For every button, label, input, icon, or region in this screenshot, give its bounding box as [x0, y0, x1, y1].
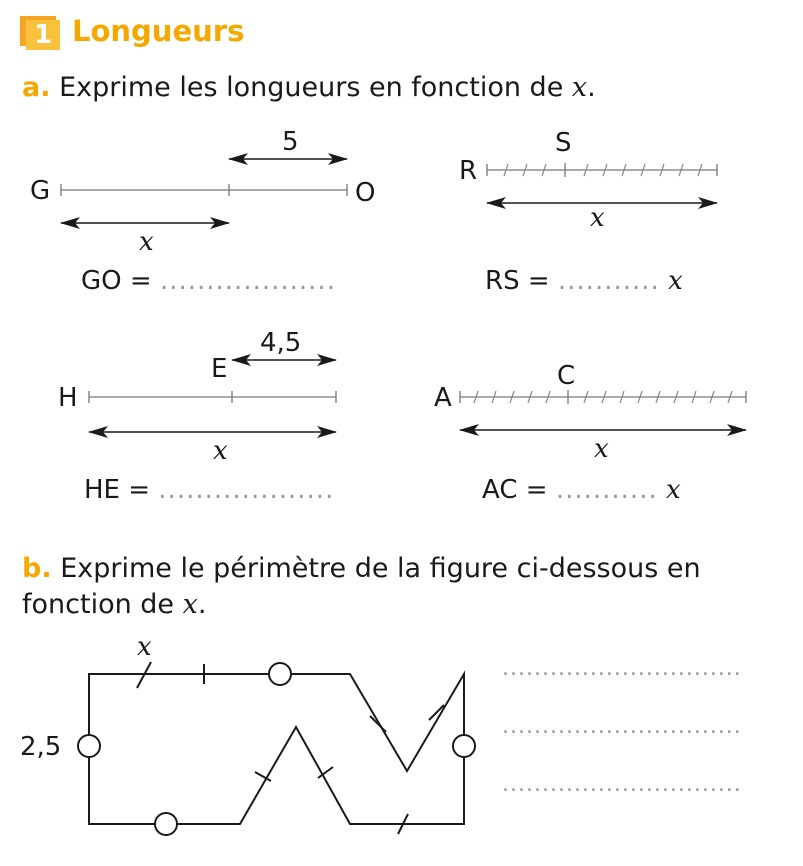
length-label-4-5: 4,5: [260, 328, 302, 358]
answer-blank-he[interactable]: ...................: [158, 475, 335, 505]
equation-he: [84, 475, 334, 505]
answer-blank-rs[interactable]: ...........: [557, 266, 660, 296]
equation-go-left: GO =: [81, 266, 152, 296]
exercise-title: Longueurs: [72, 14, 245, 48]
equation-he-left: HE =: [84, 475, 151, 505]
equation-rs: [485, 266, 683, 296]
part-b-var: x: [182, 589, 198, 620]
part-a-end: .: [587, 72, 596, 103]
point-label-g: G: [30, 176, 51, 206]
length-label-go-x: x: [139, 227, 154, 257]
point-label-s: S: [555, 128, 572, 158]
perimeter-figure: [89, 662, 464, 834]
segment-rs: [487, 163, 717, 177]
point-label-c: C: [557, 361, 576, 391]
length-label-he-x: x: [213, 436, 228, 466]
segment-go: [61, 184, 347, 196]
part-b-end: .: [197, 589, 207, 620]
figure-side-label-x: x: [137, 632, 152, 662]
answer-line-1[interactable]: ..............................: [502, 656, 742, 681]
answer-blank-go[interactable]: ...................: [159, 266, 336, 296]
length-label-5: 5: [282, 127, 299, 157]
point-label-r: R: [459, 156, 478, 186]
length-label-ac-x: x: [594, 434, 609, 464]
segment-he: [89, 391, 336, 403]
point-label-e: E: [211, 354, 228, 384]
part-b-label: b.: [22, 553, 52, 584]
part-b-instruction-line1: [22, 553, 701, 584]
figure-side-label-2-5: 2,5: [20, 732, 62, 762]
answer-blank-ac[interactable]: ...........: [555, 475, 658, 505]
part-b-instruction-line2: [22, 589, 206, 620]
equation-rs-var: x: [668, 266, 683, 296]
answer-line-3[interactable]: ..............................: [502, 772, 742, 797]
circle-marks: [78, 663, 475, 835]
equation-go: [81, 266, 336, 296]
equation-ac-var: x: [666, 475, 681, 505]
equation-rs-left: RS =: [485, 266, 550, 296]
point-label-o: O: [355, 178, 376, 208]
point-label-a: A: [434, 383, 452, 413]
part-a-text: Exprime les longueurs en fonction de: [59, 72, 572, 103]
part-b-text-line1: Exprime le périmètre de la figure ci-dessous en: [60, 553, 701, 584]
length-label-rs-x: x: [590, 203, 605, 233]
equation-ac: [482, 475, 681, 505]
part-a-var: x: [571, 72, 588, 103]
exercise-number: 1: [26, 20, 60, 50]
part-a-label: a.: [22, 72, 51, 103]
part-b-text-line2: fonction de: [22, 589, 183, 620]
answer-line-2[interactable]: ..............................: [502, 714, 742, 739]
segment-ac: [460, 390, 746, 404]
point-label-h: H: [58, 383, 78, 413]
equation-ac-left: AC =: [482, 475, 548, 505]
